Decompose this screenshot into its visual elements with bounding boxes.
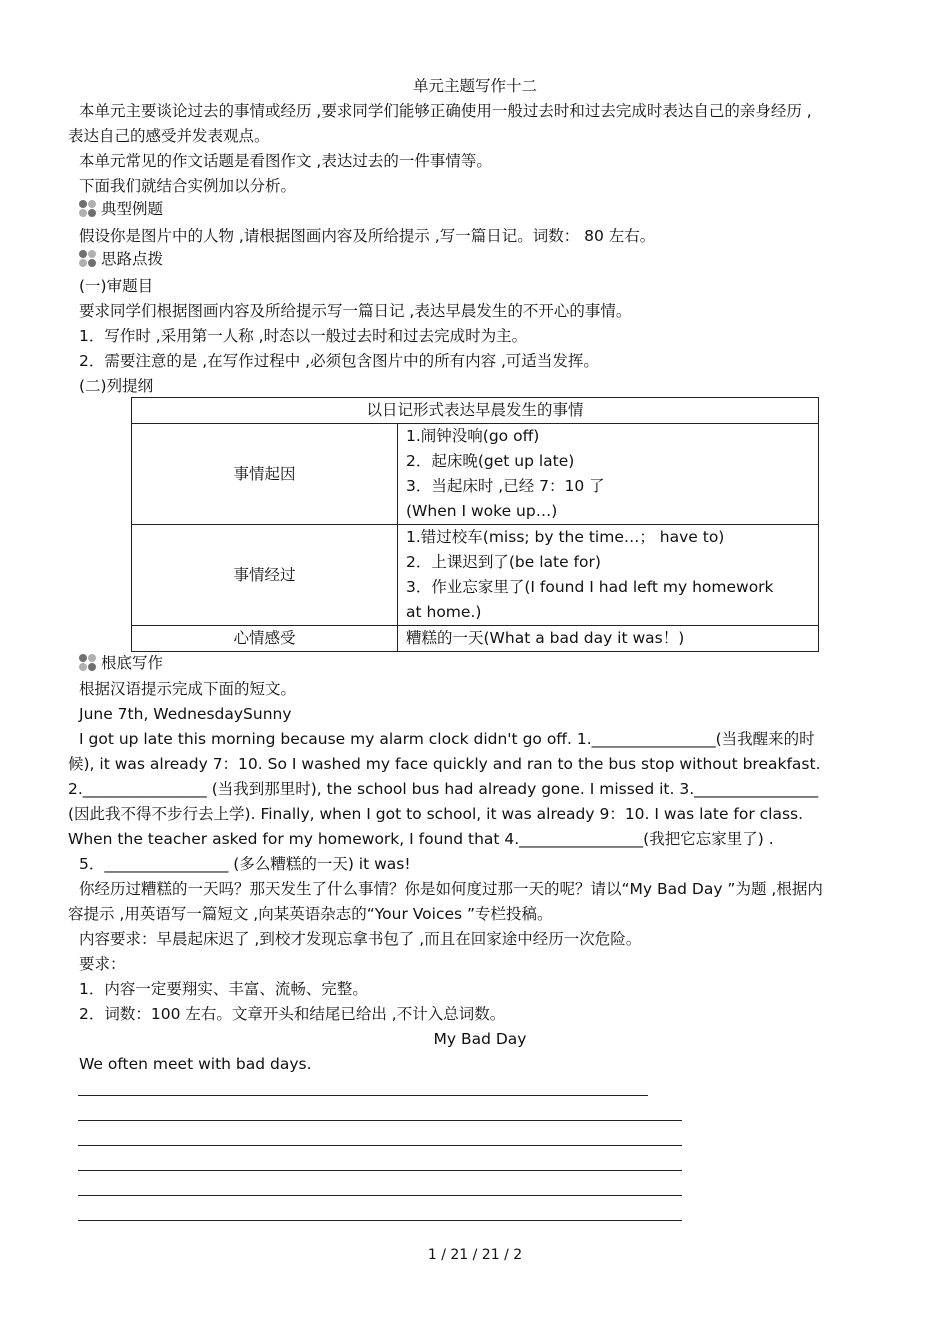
- outline-header: 以日记形式表达早晨发生的事情: [132, 398, 819, 424]
- guide-part1-title: (一)审题目: [79, 277, 154, 295]
- outline-row-label: 事情经过: [132, 525, 398, 626]
- task-line: 1．内容一定要翔实、丰富、流畅、完整。: [79, 980, 368, 998]
- writing-line: [78, 1145, 682, 1146]
- outline-item: at home.): [406, 603, 482, 621]
- page-number: 1 / 21 / 21 / 2: [427, 1247, 523, 1263]
- outline-row-content: [398, 525, 819, 626]
- task-line: 容提示 ,用英语写一篇短文 ,向某英语杂志的“Your Voices ”专栏投稿。: [68, 905, 553, 923]
- outline-item: 3．当起床时 ,已经 7：10 了: [406, 477, 605, 495]
- intro-line-1: 本单元主要谈论过去的事情或经历 ,要求同学们能够正确使用一般过去时和过去完成时表达自己的亲身经历 ,: [79, 102, 812, 120]
- outline-item: 2．起床晚(get up late): [406, 452, 575, 470]
- intro-line-2: 表达自己的感受并发表观点。: [68, 127, 270, 145]
- flower-bullet-icon: [79, 250, 97, 268]
- passage-line: (因此我不得不步行去上学). Finally, when I got to school, it was already 9：10. I was late for class.: [68, 805, 804, 823]
- outline-item: 3．作业忘家里了(I found I had left my homework: [406, 578, 774, 596]
- passage-line: I got up late this morning because my alarm clock didn't go off. 1.________________(当我醒来的时: [79, 730, 815, 748]
- outline-item: 1.错过校车(miss; by the time…； have to): [406, 528, 725, 546]
- guide-part1-line: 要求同学们根据图画内容及所给提示写一篇日记 ,表达早晨发生的不开心的事情。: [79, 302, 632, 320]
- essay-title: My Bad Day: [433, 1030, 527, 1048]
- outline-row: [132, 626, 819, 652]
- section-practice: [79, 653, 163, 673]
- outline-row-label: 心情感受: [132, 626, 398, 652]
- practice-instruction: 根据汉语提示完成下面的短文。: [79, 680, 297, 698]
- flower-bullet-icon: [79, 654, 97, 672]
- outline-item: (When I woke up…): [406, 502, 558, 520]
- outline-item: 糟糕的一天(What a bad day it was！): [406, 629, 685, 647]
- outline-row-label: 事情起因: [132, 424, 398, 525]
- passage-line: When the teacher asked for my homework, I found that 4.________________(我把它忘家里了) .: [68, 830, 774, 848]
- intro-line-3: 本单元常见的作文话题是看图作文 ,表达过去的一件事情等。: [79, 152, 492, 170]
- intro-line-4: 下面我们就结合实例加以分析。: [79, 177, 297, 195]
- outline-item: 2．上课迟到了(be late for): [406, 553, 601, 571]
- guide-part1-line: 2．需要注意的是 ,在写作过程中 ,必须包含图片中的所有内容 ,可适当发挥。: [79, 352, 599, 370]
- task-line: 内容要求：早晨起床迟了 ,到校才发现忘拿书包了 ,而且在回家途中经历一次危险。: [79, 930, 642, 948]
- writing-line: [78, 1095, 648, 1096]
- passage-line: 5．________________ (多么糟糕的一天) it was!: [79, 855, 411, 873]
- passage-line: 候), it was already 7：10. So I washed my face quickly and ran to the bus stop without breakfast.: [68, 755, 821, 773]
- section-example: [79, 199, 163, 219]
- guide-part1-line: 1．写作时 ,采用第一人称 ,时态以一般过去时和过去完成时为主。: [79, 327, 528, 345]
- writing-line: [78, 1195, 682, 1196]
- essay-opening: We often meet with bad days.: [79, 1055, 312, 1073]
- outline-table: [131, 397, 819, 652]
- section-example-heading: 典型例题: [101, 200, 164, 218]
- outline-row: [132, 525, 819, 626]
- page-title: 单元主题写作十二: [412, 77, 537, 95]
- section-practice-heading: 根底写作: [101, 654, 164, 672]
- diary-date: June 7th, WednesdaySunny: [79, 705, 292, 723]
- outline-row-content: [398, 626, 819, 652]
- outline-item: 1.闹钟没响(go off): [406, 427, 540, 445]
- passage-line: 2.________________ (当我到那里时), the school bus had already gone. I missed it. 3.________________: [68, 780, 819, 798]
- example-prompt: 假设你是图片中的人物 ,请根据图画内容及所给提示 ,写一篇日记。词数： 80 左右。: [79, 227, 656, 245]
- outline-header-row: [132, 398, 819, 424]
- outline-row: [132, 424, 819, 525]
- task-line: 你经历过糟糕的一天吗？那天发生了什么事情？你是如何度过那一天的呢？请以“My Bad Day ”为题 ,根据内: [79, 880, 823, 898]
- task-line: 2．词数：100 左右。文章开头和结尾已给出 ,不计入总词数。: [79, 1005, 506, 1023]
- writing-line: [78, 1220, 682, 1221]
- section-guide-heading: 思路点拨: [101, 250, 164, 268]
- task-line: 要求：: [79, 955, 126, 973]
- flower-bullet-icon: [79, 200, 97, 218]
- section-guide: [79, 249, 163, 269]
- writing-line: [78, 1170, 682, 1171]
- outline-row-content: [398, 424, 819, 525]
- guide-part2-title: (二)列提纲: [79, 377, 154, 395]
- writing-line: [78, 1120, 682, 1121]
